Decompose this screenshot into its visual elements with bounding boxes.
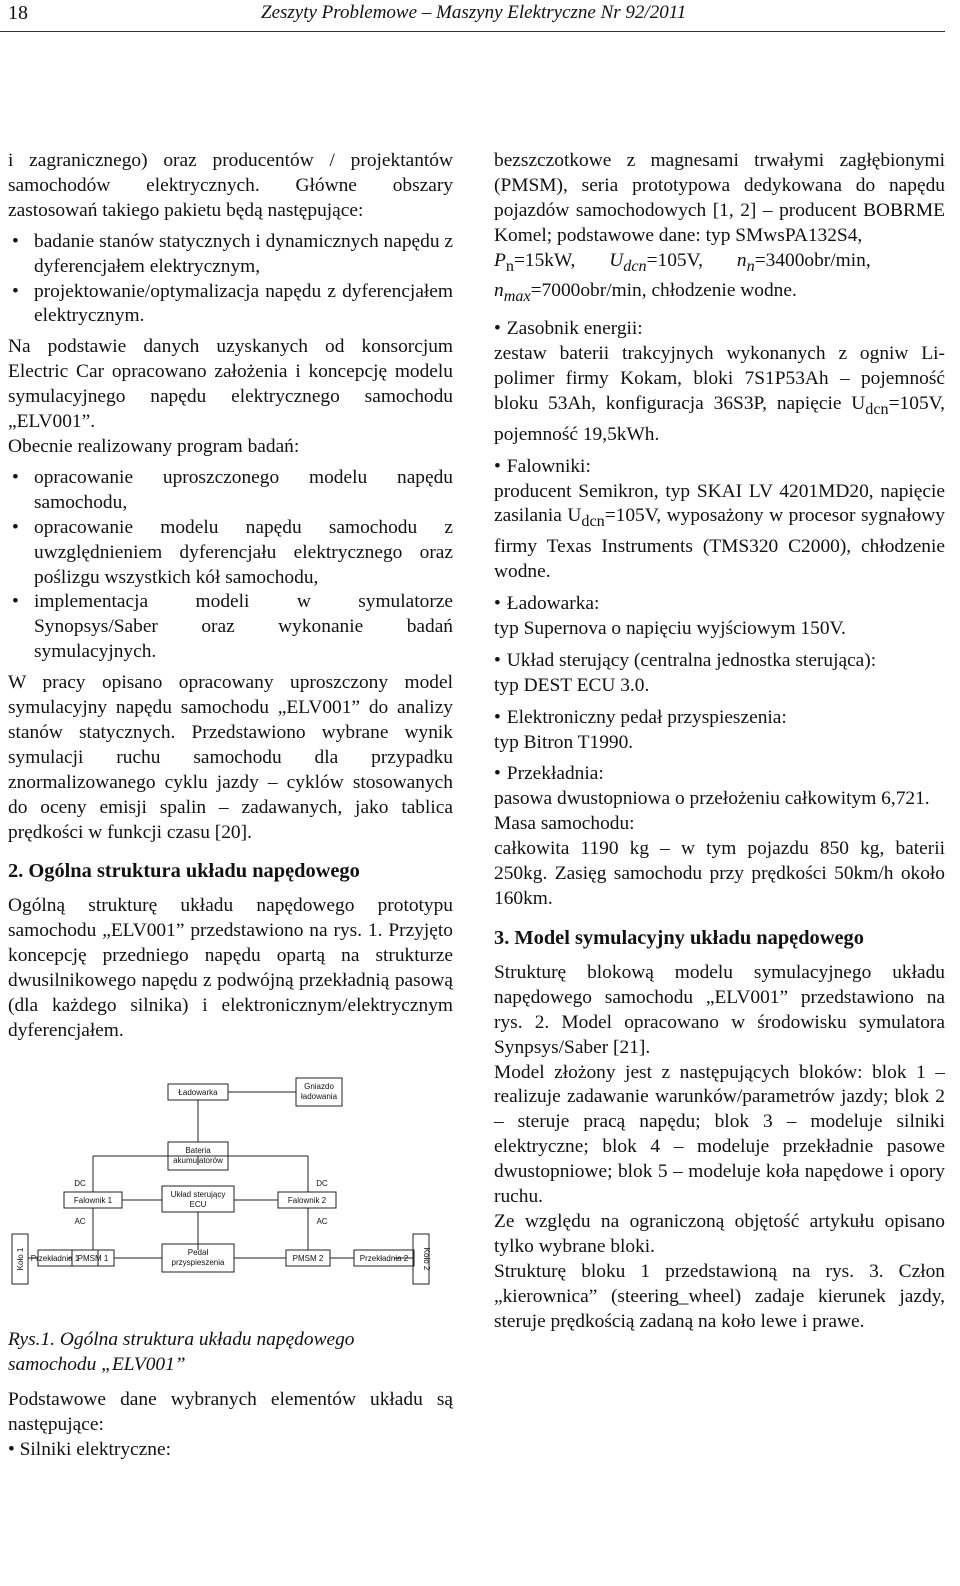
bullet-icon: • [12, 230, 19, 252]
spec-item-mass: Masa samochodu: całkowita 1190 kg – w tym pojazdu 850 kg, baterii 250kg. Zasięg samochodu przy prędkości 50km/h około 160km. [494, 813, 945, 909]
list-item: • implementacja modeli w symulatorze Synopsys/Saber oraz wykonanie badań symulacyjnych. [12, 591, 453, 663]
page-number: 18 [8, 2, 28, 24]
diagram-label: Bateria [185, 1145, 211, 1155]
paragraph: Podstawowe dane wybranych elementów układu są następujące: [8, 1388, 453, 1435]
page-header [0, 0, 960, 40]
paragraph: Ogólną strukturę układu napędowego prototypu samochodu „ELV001” przedstawiono na rys. 1. Przyjęto koncepcję przedniego napędu opartą na strukturze dwusilnikowego napędu z podwójną przekładnią pasową (dla każdego silnika) i elektronicznym/elektrycznym dyferencjałem. [8, 895, 453, 1041]
diagram-label: PMSM 2 [292, 1253, 324, 1263]
bullet-icon: • [494, 318, 501, 340]
research-program-list [8, 466, 453, 665]
spec-item-control-unit: • Układ sterujący (centralna jednostka sterująca): typ DEST ECU 3.0. [494, 649, 877, 696]
diagram-label: PMSM 1 [77, 1253, 109, 1263]
diagram-label: ładowania [300, 1091, 338, 1101]
right-column [494, 149, 945, 1334]
list-item: • Silniki elektryczne: [8, 1438, 171, 1460]
diagram-label: Koło 2 [422, 1247, 431, 1271]
paragraph: bezszczotkowe z magnesami trwałymi zagłębionymi (PMSM), seria prototypowa dedykowana do napędu pojazdów samochodowych [1, 2] – producent BOBRME Komel; podstawowe dane: typ SMwsPA132S4, [494, 150, 945, 246]
section-heading: 2. Ogólna struktura układu napędowego [8, 860, 360, 883]
diagram-label: DC [316, 1178, 328, 1188]
motor-parameters: $P_n=15kW$, $U_{dcn}=105V$, $n_n=3400obr/\min$, $n_{max}=7000obr/\min$, chłodzenie wodne. [494, 249, 871, 306]
spec-item-energy-storage: • Zasobnik energii: zestaw baterii trakcyjnych wykonanych z ogniw Li-polimer firmy Kokam, bloki 7S1P53Ah – pojemność bloku 53Ah, konfiguracja 36S3P, napięcie $U_{dcn}=105V$, pojemność 19,5kWh. [494, 318, 945, 445]
paragraph: Ze względu na ograniczoną objętość artykułu opisano tylko wybrane bloki. [494, 1210, 945, 1257]
drive-structure-figure [8, 1064, 453, 1314]
bullet-icon: • [12, 591, 19, 613]
list-item: • badanie stanów statycznych i dynamicznych napędu z dyferencjałem elektrycznym, [12, 230, 453, 277]
paragraph: Na podstawie danych uzyskanych od konsorcjum Electric Car opracowano założenia i koncepcję modelu symulacyjnego napędu elektrycznego samochodu „ELV001”. [8, 336, 453, 433]
application-list [8, 230, 453, 330]
diagram-label: Pedał [187, 1247, 209, 1257]
diagram-label: Przekładnia 1 [30, 1253, 80, 1263]
bullet-icon: • [12, 466, 19, 488]
diagram-label: akumulatorów [173, 1155, 223, 1165]
spec-item-inverters: • Falowniki: producent Semikron, typ SKAI LV 4201MD20, napięcie zasilania $U_{dcn}=105V$, wyposażony w procesor sygnałowy firmy Texas Instruments (TMS320 C2000), chłodzenie wodne. [494, 455, 945, 583]
diagram-label: Przekładnia 2 [359, 1253, 409, 1263]
spec-item-charger: • Ładowarka: typ Supernova o napięciu wyjściowym 150V. [494, 593, 846, 639]
section-heading: 3. Model symulacyjny układu napędowego [494, 926, 864, 949]
diagram-label: DC [74, 1178, 86, 1188]
paragraph: Strukturę blokową modelu symulacyjnego układu napędowego samochodu „ELV001” przedstawiono na rys. 2. Model opracowano w środowisku symulatora Synpsys/Saber [21]. [494, 961, 945, 1058]
bullet-icon: • [12, 516, 19, 538]
list-item: • opracowanie uproszczonego modelu napędu samochodu, [12, 466, 453, 513]
bullet-icon: • [494, 763, 501, 785]
spec-item-gearbox: • Przekładnia: pasowa dwustopniowa o przełożeniu całkowitym 6,721. [494, 763, 930, 810]
journal-title: Zeszyty Problemowe – Maszyny Elektryczne Nr 92/2011 [261, 2, 687, 23]
bullet-icon: • [8, 1438, 20, 1460]
diagram-label: przyspieszenia [171, 1257, 225, 1267]
header-rule [0, 31, 945, 32]
diagram-label: Falownik 2 [287, 1195, 327, 1205]
diagram-label: Falownik 1 [73, 1195, 113, 1205]
bullet-icon: • [494, 649, 501, 671]
diagram-label: Gniazdo [304, 1081, 334, 1091]
paragraph: Obecnie realizowany program badań: [8, 435, 300, 457]
bullet-icon: • [494, 593, 501, 614]
spec-item-pedal: • Elektroniczny pedał przyspieszenia: typ Bitron T1990. [494, 706, 787, 753]
figure-caption: Rys.1. Ogólna struktura układu napędowego samochodu „ELV001” [8, 1328, 355, 1375]
list-item: • projektowanie/optymalizacja napędu z dyferencjałem elektrycznym. [12, 280, 453, 327]
diagram-label: AC [316, 1216, 328, 1226]
bullet-icon: • [494, 455, 501, 477]
paragraph: W pracy opisano opracowany uproszczony model symulacyjny napędu samochodu „ELV001” do analizy stanów statycznych. Przedstawiono wybrane wynik symulacji ruchu samochodu dla przypadku znormalizowanego cyklu jazdy – cyklów stosowanych do oceny emisji spalin – zadawanych, jako tablica prędkości w funkcji czasu [20]. [8, 672, 453, 843]
block-diagram [8, 1064, 453, 1314]
paragraph: Strukturę bloku 1 przedstawioną na rys. 3. Człon „kierownica” (steering_wheel) zadaje kierunek jazdy, steruje prędkością zadaną na koło lewe i prawe. [494, 1260, 945, 1332]
intro-paragraph: i zagranicznego) oraz producentów / projektantów samochodów elektrycznych. Główne obszary zastosowań takiego pakietu będą następujące: [8, 150, 453, 221]
diagram-label: Koło 1 [16, 1247, 25, 1271]
bullet-icon: • [494, 706, 501, 728]
diagram-label: AC [74, 1216, 86, 1226]
diagram-label: ECU [189, 1199, 207, 1209]
diagram-label: Układ sterujący [170, 1189, 226, 1199]
bullet-icon: • [12, 280, 19, 302]
left-column [8, 149, 453, 1462]
paragraph: Model złożony jest z następujących bloków: blok 1 – realizuje zadawanie warunków/parametrów jazdy; blok 2 – steruje pracą napędu; blok 3 – modeluje silniki elektryczne; blok 4 – modeluje przekładnie pasowe dwustopniowe; blok 5 – modeluje koła napędowe i opory ruchu. [494, 1061, 945, 1208]
list-item: • opracowanie modelu napędu samochodu z uwzględnieniem dyferencjału elektrycznego oraz poślizgu wszystkich kół samochodu, [12, 516, 453, 588]
diagram-label: Ładowarka [178, 1087, 218, 1097]
